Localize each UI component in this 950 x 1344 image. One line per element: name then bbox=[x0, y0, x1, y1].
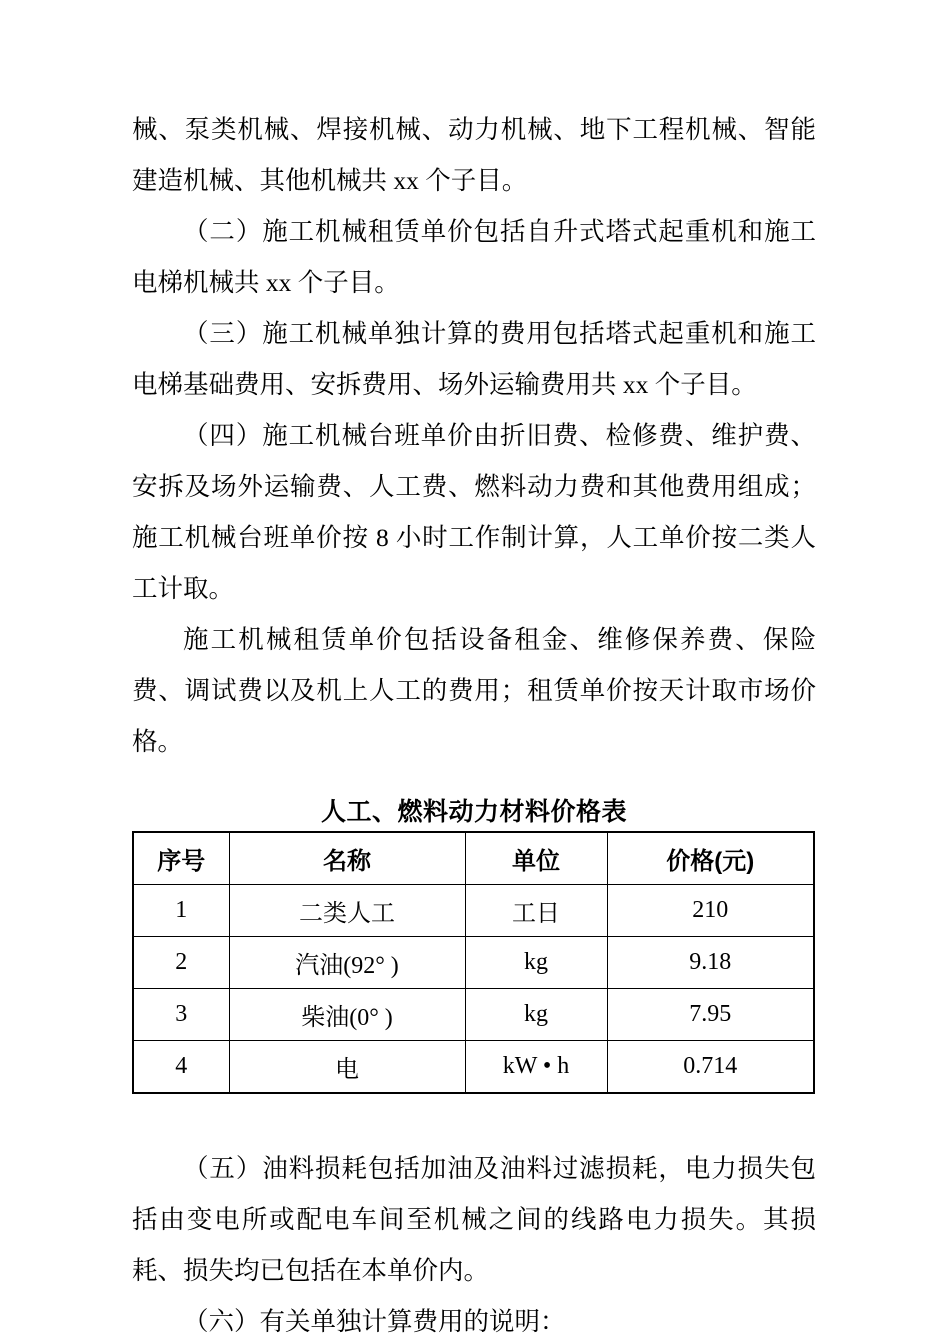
spacer-after-table bbox=[132, 1094, 816, 1143]
cell-name: 电 bbox=[229, 1041, 465, 1094]
cell-price: 0.714 bbox=[607, 1041, 814, 1094]
page-content bbox=[132, 104, 816, 1344]
paragraph-continuation: 械、泵类机械、焊接机械、动力机械、地下工程机械、智能建造机械、其他机械共 xx 个子目。 bbox=[132, 115, 816, 195]
cell-no: 2 bbox=[133, 937, 229, 989]
paragraph-item-5: （五）油料损耗包括加油及油料过滤损耗，电力损失包括由变电所或配电车间至机械之间的线路电力损失。其损耗、损失均已包括在本单价内。 bbox=[132, 1154, 816, 1285]
cell-unit: kg bbox=[465, 989, 607, 1041]
cell-unit: 工日 bbox=[465, 885, 607, 937]
price-table-head bbox=[133, 832, 814, 885]
paragraph-item-4: （四）施工机械台班单价由折旧费、检修费、维护费、安拆及场外运输费、人工费、燃料动力费和其他费用组成；施工机械台班单价按 8 小时工作制计算，人工单价按二类人工计取。 bbox=[132, 421, 816, 603]
price-table bbox=[132, 831, 815, 1094]
column-header-price: 价格(元) bbox=[607, 832, 814, 885]
column-header-unit: 单位 bbox=[465, 832, 607, 885]
table-row bbox=[133, 937, 814, 989]
cell-name: 柴油(0° ) bbox=[229, 989, 465, 1041]
cell-name: 汽油(92° ) bbox=[229, 937, 465, 989]
cell-no: 4 bbox=[133, 1041, 229, 1094]
table-row bbox=[133, 1041, 814, 1094]
price-table-body bbox=[133, 885, 814, 1094]
cell-price: 9.18 bbox=[607, 937, 814, 989]
paragraph-item-6: （六）有关单独计算费用的说明： bbox=[183, 1307, 566, 1336]
column-header-name: 名称 bbox=[229, 832, 465, 885]
paragraph-item-2: （二）施工机械租赁单价包括自升式塔式起重机和施工电梯机械共 xx 个子目。 bbox=[132, 217, 816, 297]
cell-unit: kW • h bbox=[465, 1041, 607, 1094]
paragraph-rental-note: 施工机械租赁单价包括设备租金、维修保养费、保险费、调试费以及机上人工的费用；租赁单价按天计取市场价格。 bbox=[132, 625, 816, 756]
cell-price: 210 bbox=[607, 885, 814, 937]
table-header-row bbox=[133, 832, 814, 885]
cell-name: 二类人工 bbox=[229, 885, 465, 937]
paragraph-item-3: （三）施工机械单独计算的费用包括塔式起重机和施工电梯基础费用、安拆费用、场外运输费用共 xx 个子目。 bbox=[132, 319, 816, 399]
cell-no: 1 bbox=[133, 885, 229, 937]
cell-price: 7.95 bbox=[607, 989, 814, 1041]
spacer-before-table-title bbox=[132, 767, 816, 793]
column-header-no: 序号 bbox=[133, 832, 229, 885]
table-row bbox=[133, 885, 814, 937]
table-row bbox=[133, 989, 814, 1041]
table-title: 人工、燃料动力材料价格表 bbox=[320, 798, 627, 826]
cell-no: 3 bbox=[133, 989, 229, 1041]
cell-unit: kg bbox=[465, 937, 607, 989]
